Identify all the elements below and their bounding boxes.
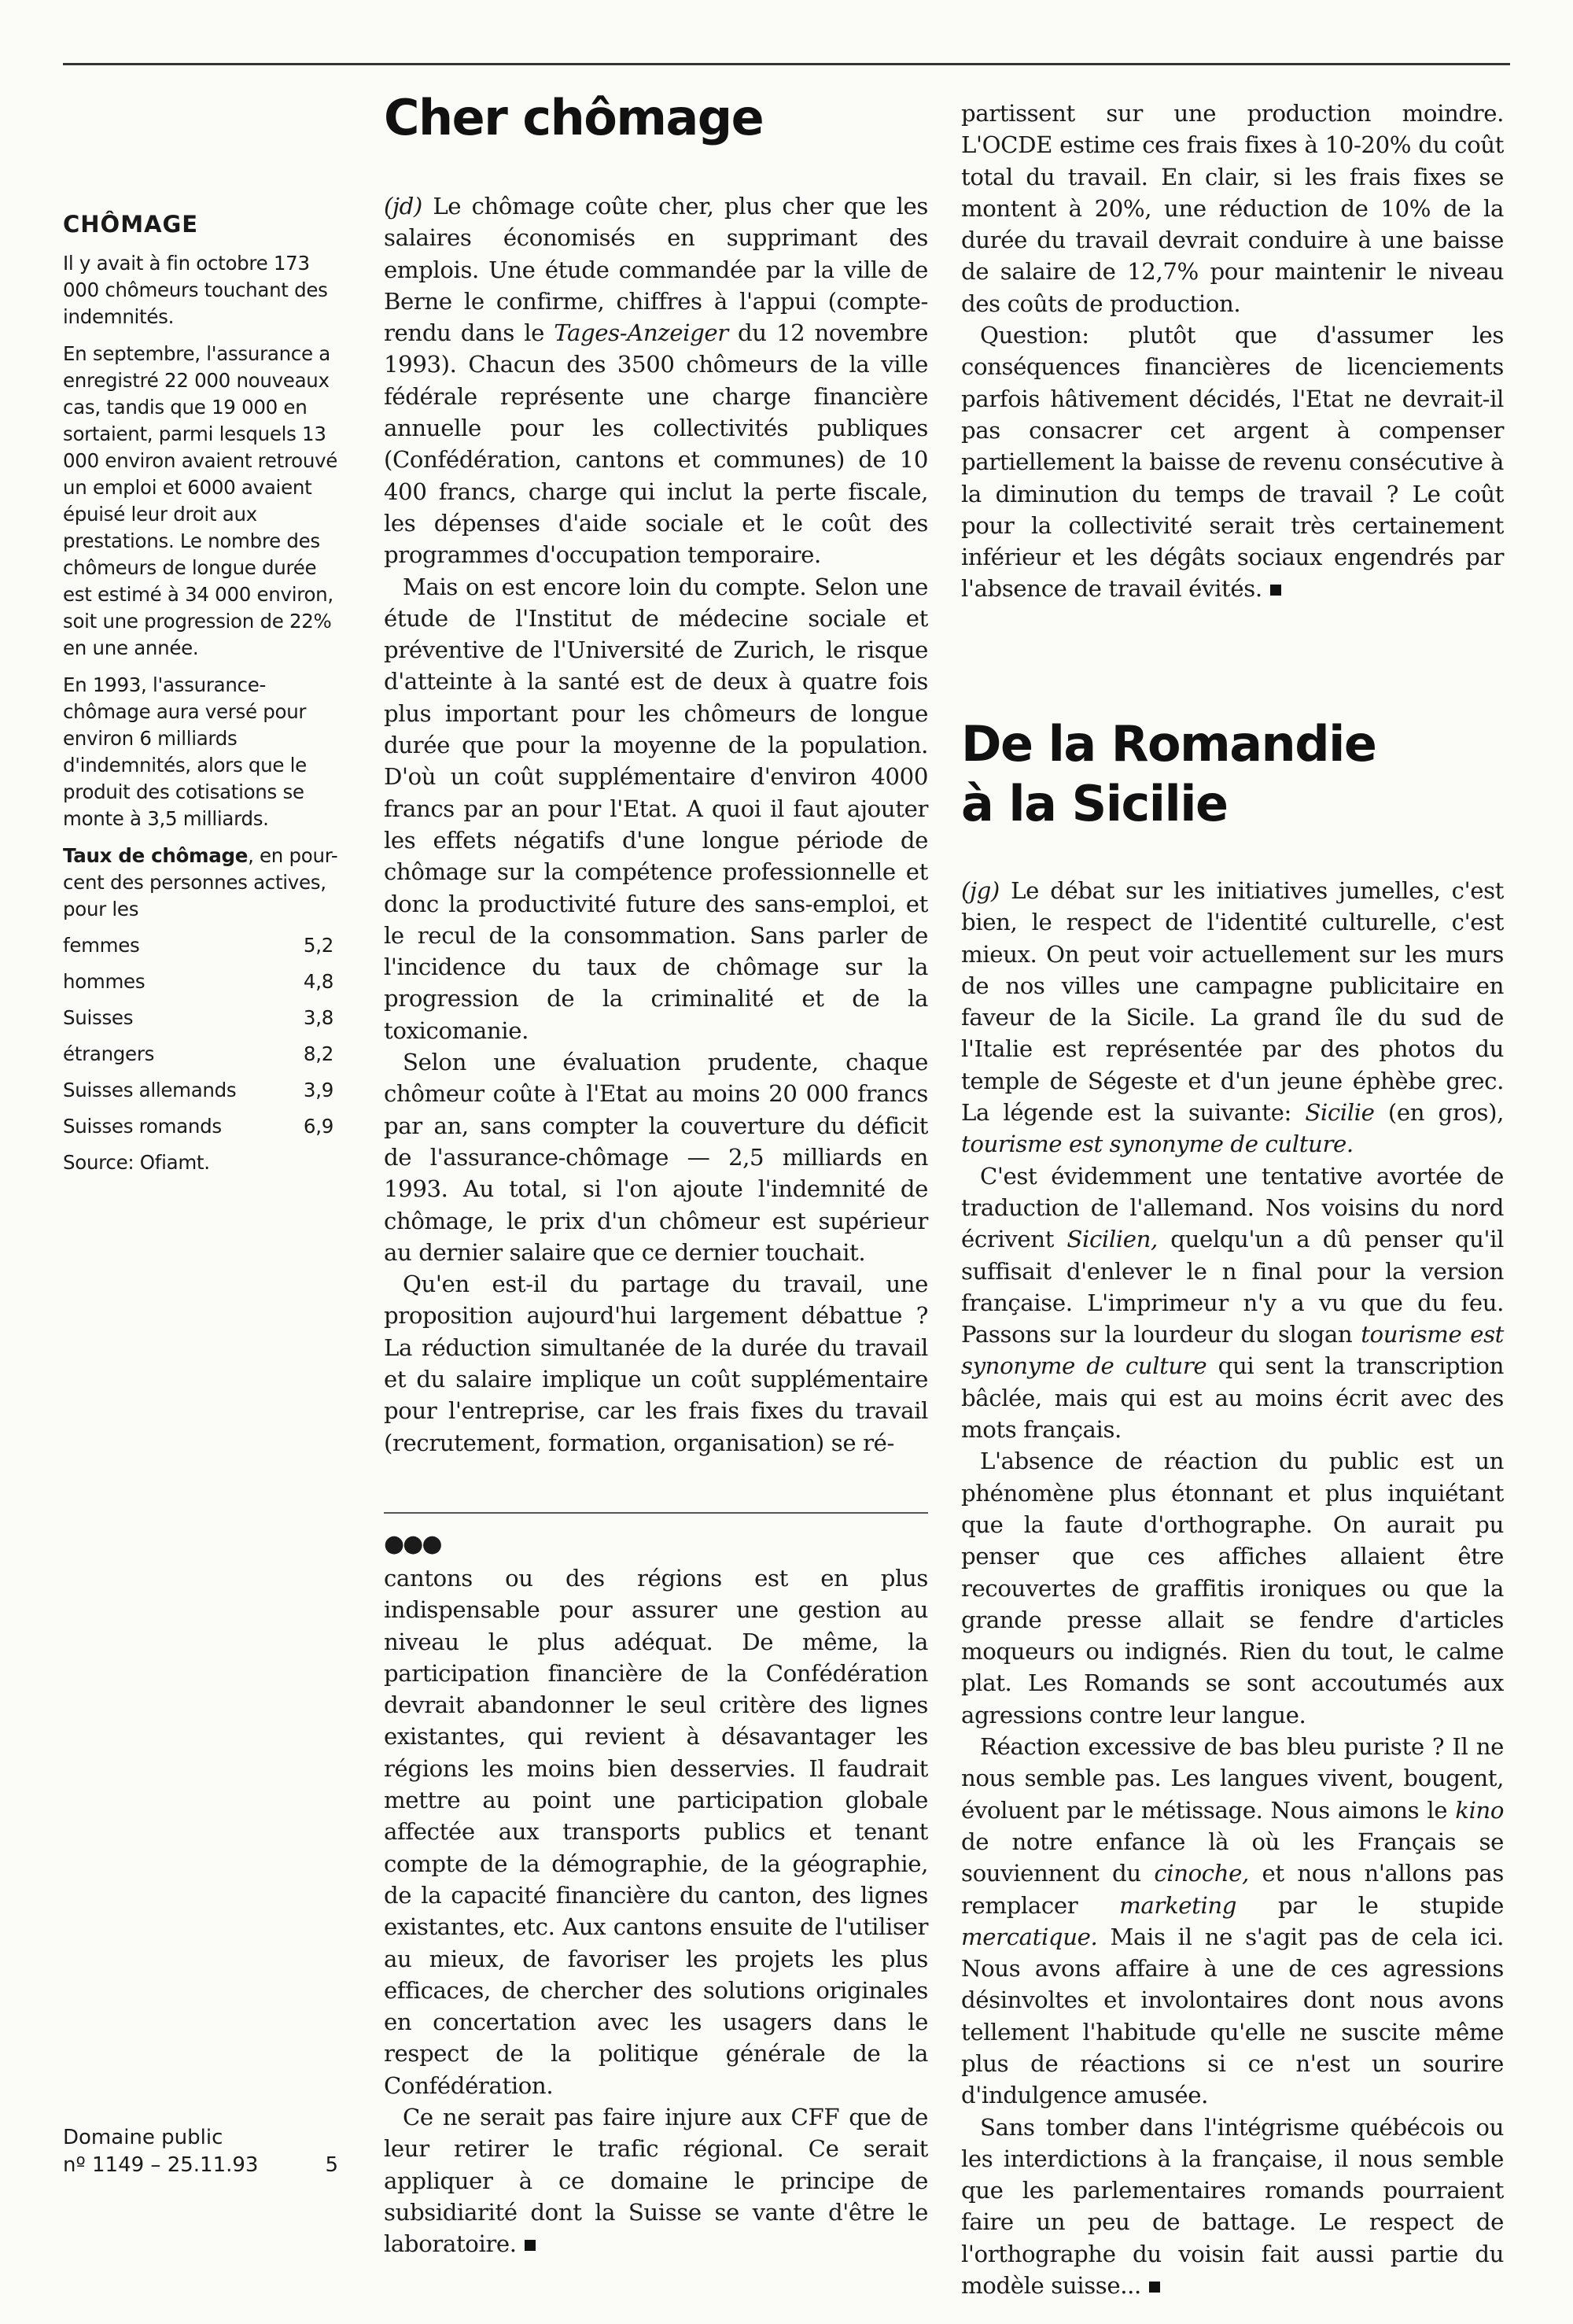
sidebar-chomage — [63, 211, 338, 1181]
article-title-romandie — [961, 714, 1504, 834]
rate-value: 4,8 — [303, 970, 333, 993]
continuation-marker: ●●● — [384, 1530, 441, 1558]
text-run: Le chômage coûte cher, plus cher que les salaires économisés en supprimant des emplois. Une étude commandée par la ville de Berne le confirme, chiffres à l'appui (compte-rendu dans le — [384, 193, 928, 347]
italic-run: mercatique. — [961, 1923, 1098, 1950]
issue-info: nº 1149 – 25.11.93 — [63, 2153, 259, 2177]
article-body-cher-chomage-cont — [961, 98, 1504, 605]
text-run: et nous n'allons pas remplacer — [961, 1860, 1504, 1919]
article-paragraph: L'absence de réaction du public est un phénomène plus étonnant et plus inquiétant que la faute d'orthographe. On aurait pu penser que ces affiches allaient être recouvertes de graffitis ironiques ou que la grande presse allait se fendre d'articles moqueurs ou indignés. Rien du tout, le calme plat. Les Romands se sont accoutumés aux agressions contre leur langue. — [961, 1448, 1504, 1728]
text-run: du 12 novembre 1993). Chacun des 3500 chômeurs de la ville fédérale représente une charge financière annuelle pour les collectivités publiques (Confédération, cantons et communes) de 10 400 francs, charge qui inclut la perte fiscale, les dépenses d'aide sociale et le coût des programmes d'occupation temporaire. — [384, 319, 928, 569]
top-rule — [63, 63, 1510, 65]
text-run: quelqu'un a dû penser qu'il suffisait d'enlever le n final pour la version française. L'imprimeur n'y a vu que du feu. Passons sur la lourdeur du slogan — [961, 1226, 1504, 1348]
rate-value: 5,2 — [303, 934, 333, 957]
article-paragraph — [384, 190, 928, 571]
title-line: De la Romandie — [961, 715, 1376, 773]
publication-name: Domaine public — [63, 2126, 223, 2149]
article-body-cher-chomage — [384, 190, 928, 1459]
text-run: Mais il ne s'agit pas de cela ici. Nous avons affaire à une de ces agressions désinvoltes et involontaires dont nous avons tellement l'habitude qu'elle ne suscite même plus de réactions si ce n'est un sourire d'indulgence amusée. — [961, 1923, 1504, 2109]
italic-run: Sicilien, — [1066, 1226, 1158, 1253]
rates-table — [63, 928, 338, 1145]
rate-row — [63, 1072, 338, 1109]
page-number: 5 — [325, 2153, 338, 2177]
rate-value: 8,2 — [303, 1042, 333, 1065]
italic-run: tourisme est synonyme de culture. — [961, 1131, 1354, 1158]
article-title-cher-chomage: Cher chômage — [384, 89, 764, 146]
end-mark-icon — [1270, 585, 1281, 596]
rate-label: Suisses romands — [63, 1115, 222, 1138]
end-mark-icon — [1149, 2282, 1160, 2293]
article-paragraph — [961, 2112, 1504, 2302]
title-line: à la Sicilie — [961, 775, 1228, 832]
text-run: Le débat sur les initiatives jumelles, c'est bien, le respect de l'identité culturelle, c'est mieux. On peut voir actuellement sur les murs de nos villes une campagne publicitaire en faveur de la Sicile. La grand île du sud de l'Italie est représentée par des photos du temple de Ségeste et d'un jeune éphèbe grec. La légende est la suivante: — [961, 877, 1504, 1127]
italic-run: Sicilie — [1305, 1099, 1375, 1127]
article-paragraph: Qu'en est-il du partage du travail, une proposition aujourd'hui largement débattue ? La réduction simultanée de la durée du travail et du salaire implique un coût supplémentaire pour l'entreprise, car les frais fixes du travail (recrutement, formation, organisation) se ré- — [384, 1271, 928, 1456]
author-initials: (jg) — [961, 877, 1000, 904]
text-run: Sans tomber dans l'intégrisme québécois ou les interdictions à la française, il nous semble que les parlementaires romands pourraient faire un peu de battage. Le respect de l'orthographe du voisin fait aussi partie du modèle suisse... — [961, 2113, 1504, 2300]
italic-run: marketing — [1119, 1891, 1237, 1919]
sidebar-paragraph: En 1993, l'assurance-chômage aura versé pour environ 6 milliards d'indemnités, alors que le produit des cotisations se monte à 3,5 milliards. — [63, 673, 307, 830]
article-paragraph — [384, 2101, 928, 2259]
rate-row — [63, 964, 338, 1000]
article-paragraph: partissent sur une production moindre. L'OCDE estime ces frais fixes à 10-20% du coût total du travail. En clair, si les frais fixes se montent à 20%, une réduction de 10% de la durée du travail devrait conduire à une baisse de salaire de 12,7% pour maintenir le niveau des coûts de production. — [961, 100, 1504, 317]
rate-label: Suisses — [63, 1006, 134, 1029]
text-run: C'est évidemment une tentative avortée de traduction de l'allemand. Nos voisins du nord écrivent — [961, 1162, 1504, 1253]
sidebar-paragraph: En septembre, l'assurance a enregistré 22 000 nouveaux cas, tandis que 19 000 en sortaient, parmi lesquels 13 000 environ avaient retrouvé un emploi et 6000 avaient épuisé leur droit aux prestations. Le nombre des chômeurs de longue durée est estimé à 34 000 environ, soit une progression de 22% en une année. — [63, 342, 338, 659]
article-paragraph: Mais on est encore loin du compte. Selon une étude de l'Institut de médecine sociale et préventive de l'Université de Zurich, le risque d'atteinte à la santé est de deux à quatre fois plus important pour les chômeurs de longue durée que pour la moyenne de la population. D'où un coût supplémentaire d'environ 4000 francs par an pour l'Etat. A quoi il faut ajouter les effets négatifs d'une longue période de chômage sur la compétence professionnelle et donc la productivité future des sans-emploi, et le recul de la consommation. Sans parler de l'incidence du taux de chômage sur la progression de la criminalité et de la toxicomanie. — [384, 573, 928, 1044]
italic-run: tourisme est synonyme de culture — [961, 1321, 1504, 1380]
article-paragraph — [961, 1731, 1504, 2112]
end-mark-icon — [525, 2240, 536, 2251]
article-paragraph: cantons ou des régions est en plus indispensable pour assurer une gestion au niveau le plus adéquat. De même, la participation financière de la Confédération devrait abandonner le seul critère des lignes existantes, qui revient à désavantager les régions les moins bien desservies. Il faudrait mettre au point une participation globale affectée aux transports publics et tenant compte de la démographie, de la géographie, de la capacité financière du canton, des lignes existantes, etc. Aux cantons ensuite de l'utiliser au mieux, de favoriser les projets les plus efficaces, de chercher des solutions originales en concertation avec les usagers dans le respect de la politique générale de la Confédération. — [384, 1565, 928, 2099]
rate-value: 6,9 — [303, 1115, 333, 1138]
article-paragraph: Selon une évaluation prudente, chaque chômeur coûte à l'Etat au moins 20 000 francs par an, sans compter la couverture du déficit de l'assurance-chômage — 2,5 milliards en 1993. Au total, si l'on ajoute l'indemnité de chômage, le prix d'un chômeur est supérieur au dernier salaire que ce dernier touchait. — [384, 1049, 928, 1266]
italic-run: cinoche, — [1154, 1860, 1249, 1887]
rate-label: Suisses allemands — [63, 1079, 237, 1101]
source-note: Source: Ofiamt. — [63, 1151, 210, 1174]
continuation-text — [384, 1530, 928, 2260]
text-run: de notre enfance là où les Français se souviennent du — [961, 1828, 1504, 1887]
rate-value: 3,8 — [303, 1006, 333, 1029]
journal-name: Tages-Anzeiger — [554, 319, 728, 347]
article-paragraph — [961, 1160, 1504, 1446]
rate-row — [63, 1036, 338, 1072]
author-initials: (jd) — [384, 193, 422, 219]
article-paragraph — [961, 875, 1504, 1160]
section-divider — [384, 1512, 928, 1514]
article-body-romandie — [961, 875, 1504, 2301]
rates-title: Taux de chômage — [63, 844, 249, 867]
sidebar-paragraph: Il y avait à fin octobre 173 000 chômeurs touchant des indemnités. — [63, 252, 328, 328]
rate-label: hommes — [63, 970, 146, 993]
text-run: Réaction excessive de bas bleu puriste ? Il ne nous semble pas. Les langues vivent, bougent, évoluent par le métissage. Nous aimons le — [961, 1733, 1504, 1824]
rate-row — [63, 928, 338, 964]
rate-row — [63, 1109, 338, 1145]
rates-caption-text: , en pour-cent des personnes actives, pour les — [63, 844, 338, 920]
sidebar-title: CHÔMAGE — [63, 211, 199, 238]
rate-label: étrangers — [63, 1042, 155, 1065]
text-run: qui sent la transcription bâclée, mais qui est au moins écrit avec des mots français. — [961, 1352, 1504, 1444]
rate-row — [63, 1000, 338, 1036]
italic-run: kino — [1455, 1796, 1504, 1824]
rates-caption — [63, 843, 338, 923]
text-run: Question: plutôt que d'assumer les conséquences financières de licenciements parfois hâtivement décidés, l'Etat ne devrait-il pas consacrer cet argent à compenser partiellement la baisse de revenu consécutive à la diminution du temps de travail ? Le coût pour la collectivité serait très certainement inférieur et les dégâts sociaux engendrés par l'absence de travail évités. — [961, 322, 1504, 603]
text-run: (en gros), — [1374, 1099, 1504, 1127]
article-paragraph — [961, 319, 1504, 605]
page-footer — [63, 2124, 338, 2179]
rate-value: 3,9 — [303, 1079, 333, 1101]
text-run: Ce ne serait pas faire injure aux CFF que de leur retirer le trafic régional. Ce serait appliquer à ce domaine le principe de subsidiarité dont la Suisse se vante d'être le laboratoire. — [384, 2104, 928, 2258]
text-run: par le stupide — [1236, 1891, 1504, 1919]
rate-label: femmes — [63, 934, 140, 957]
